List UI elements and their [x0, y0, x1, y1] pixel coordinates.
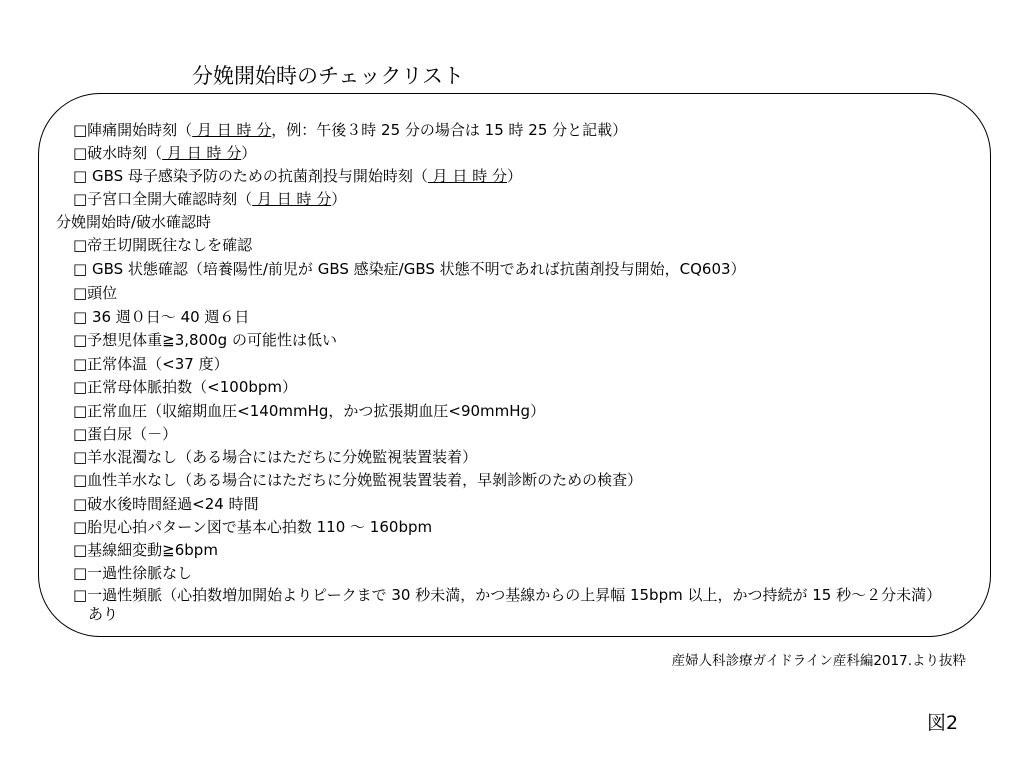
check-item: □ GBS 状態確認（培養陽性/前児が GBS 感染症/GBS 状態不明であれば抗菌剤投与開始，CQ603） — [73, 260, 746, 278]
check-item-continuation: あり — [88, 605, 119, 623]
time-item-label: □破水時刻（ — [73, 144, 163, 162]
check-item: □正常体温（<37 度） — [73, 355, 229, 373]
time-item-gbs-antibiotic — [73, 166, 522, 186]
page-title: 分娩開始時のチェックリスト — [192, 64, 464, 88]
time-item-label: □陣痛開始時刻（ — [73, 121, 193, 139]
check-item: □頭位 — [73, 284, 118, 302]
time-item-rupture — [73, 143, 256, 163]
time-item-label: □子宮口全開大確認時刻（ — [73, 190, 253, 208]
time-item-labor-onset — [73, 120, 627, 140]
time-blank: 月 日 時 分 — [252, 190, 332, 208]
time-blank: 月 日 時 分 — [192, 121, 272, 139]
check-item: □胎児心拍パターン図で基本心拍数 110 ～ 160bpm — [73, 518, 433, 536]
check-item: □血性羊水なし（ある場合にはただちに分娩監視装置装着，早剝診断のための検査） — [73, 471, 643, 489]
time-blank: 月 日 時 分 — [162, 144, 242, 162]
check-item: □一過性頻脈（心拍数増加開始よりピークまで 30 秒未満，かつ基線からの上昇幅 15bpm 以上，かつ持続が 15 秒～２分未満） — [73, 586, 942, 604]
check-item: □ 36 週０日～ 40 週６日 — [73, 308, 250, 326]
check-item: □羊水混濁なし（ある場合にはただちに分娩監視装置装着） — [73, 448, 478, 466]
figure-label: 図2 — [927, 712, 959, 734]
check-item: □正常血圧（収縮期血圧<140mmHg，かつ拡張期血圧<90mmHg） — [73, 402, 546, 420]
time-item-full-dilation — [73, 189, 346, 209]
time-item-note: ） — [331, 190, 347, 208]
time-item-note: ，例：午後３時 25 分の場合は 15 時 25 分と記載） — [271, 121, 628, 139]
check-item: □正常母体脈拍数（<100bpm） — [73, 378, 298, 396]
check-item: □予想児体重≧3,800g の可能性は低い — [73, 331, 337, 349]
check-item: □蛋白尿（－） — [73, 425, 178, 443]
time-blank: 月 日 時 分 — [427, 167, 507, 185]
check-item: □一過性徐脈なし — [73, 564, 193, 582]
check-item: □帝王切開既往なしを確認 — [73, 236, 253, 254]
check-item: □基線細変動≧6bpm — [73, 541, 218, 559]
check-item: □破水後時間経過<24 時間 — [73, 495, 259, 513]
time-item-label: □ GBS 母子感染予防のための抗菌剤投与開始時刻（ — [73, 167, 428, 185]
time-item-note: ） — [506, 167, 522, 185]
time-item-note: ） — [241, 144, 257, 162]
source-citation: 産婦人科診療ガイドライン産科編2017.より抜粋 — [671, 653, 966, 669]
section-heading: 分娩開始時/破水確認時 — [56, 213, 212, 231]
